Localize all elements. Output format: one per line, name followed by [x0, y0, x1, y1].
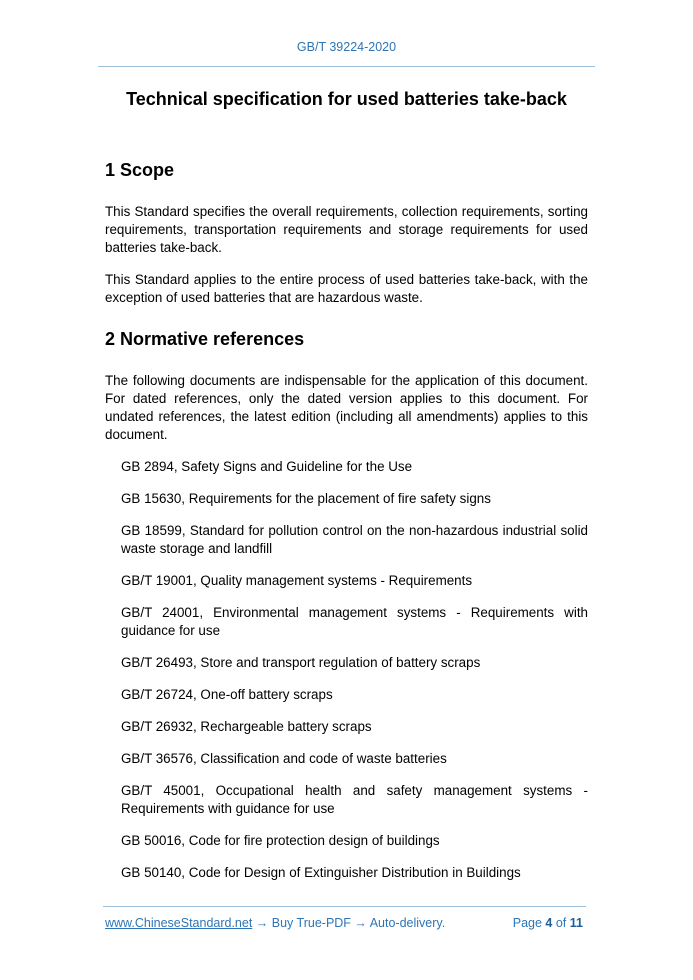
footer-promo-text: → Buy True-PDF → Auto-delivery.: [252, 916, 446, 930]
reference-item: GB 2894, Safety Signs and Guideline for the Use: [121, 459, 413, 474]
footer-divider: [103, 906, 586, 907]
total-pages: 11: [569, 916, 583, 930]
footer-promo: [105, 916, 445, 930]
paragraph: This Standard specifies the overall requirements, collection requirements, sorting requirements, transportation requirements and storage requirements for used batteries take-back.: [105, 204, 588, 255]
document-title: Technical specification for used batteries take-back: [126, 89, 567, 109]
of-label: of: [555, 916, 567, 930]
reference-item: GB/T 19001, Quality management systems - Requirements: [121, 573, 473, 588]
reference-item: GB/T 24001, Environmental management systems - Requirements with guidance for use: [121, 605, 588, 638]
reference-item: GB/T 26724, One-off battery scraps: [121, 687, 333, 702]
paragraph: This Standard applies to the entire process of used batteries take-back, with the exception of used batteries that are hazardous waste.: [105, 272, 588, 305]
header-doc-id: GB/T 39224-2020: [296, 40, 397, 54]
section-1-heading: 1 Scope: [105, 160, 175, 180]
page-label: Page: [512, 916, 542, 930]
reference-item: GB/T 36576, Classification and code of waste batteries: [121, 751, 447, 766]
reference-item: GB/T 26932, Rechargeable battery scraps: [121, 719, 372, 734]
reference-item: GB/T 26493, Store and transport regulation of battery scraps: [121, 655, 481, 670]
section-2-intro: [105, 372, 588, 458]
header-divider: [98, 66, 595, 67]
paragraph: The following documents are indispensable for the application of this document. For dated references, only the dated version applies to this document. For undated references, the latest edition (including all amendments) applies to this document.: [105, 373, 588, 442]
current-page: 4: [545, 916, 553, 930]
reference-item: GB 15630, Requirements for the placement of fire safety signs: [121, 491, 491, 506]
page-indicator: [513, 916, 583, 930]
reference-item: GB 50016, Code for fire protection design of buildings: [121, 833, 440, 848]
reference-list: [121, 458, 588, 896]
section-1-body: [105, 203, 588, 321]
reference-item: GB 50140, Code for Design of Extinguisher Distribution in Buildings: [121, 865, 521, 880]
footer: [105, 916, 583, 930]
reference-item: GB 18599, Standard for pollution control on the non-hazardous industrial solid waste storage and landfill: [121, 523, 588, 556]
website-link[interactable]: www.ChineseStandard.net: [105, 916, 253, 930]
section-2-heading: 2 Normative references: [105, 329, 305, 349]
reference-item: GB/T 45001, Occupational health and safety management systems - Requirements with guidance for use: [121, 783, 588, 816]
